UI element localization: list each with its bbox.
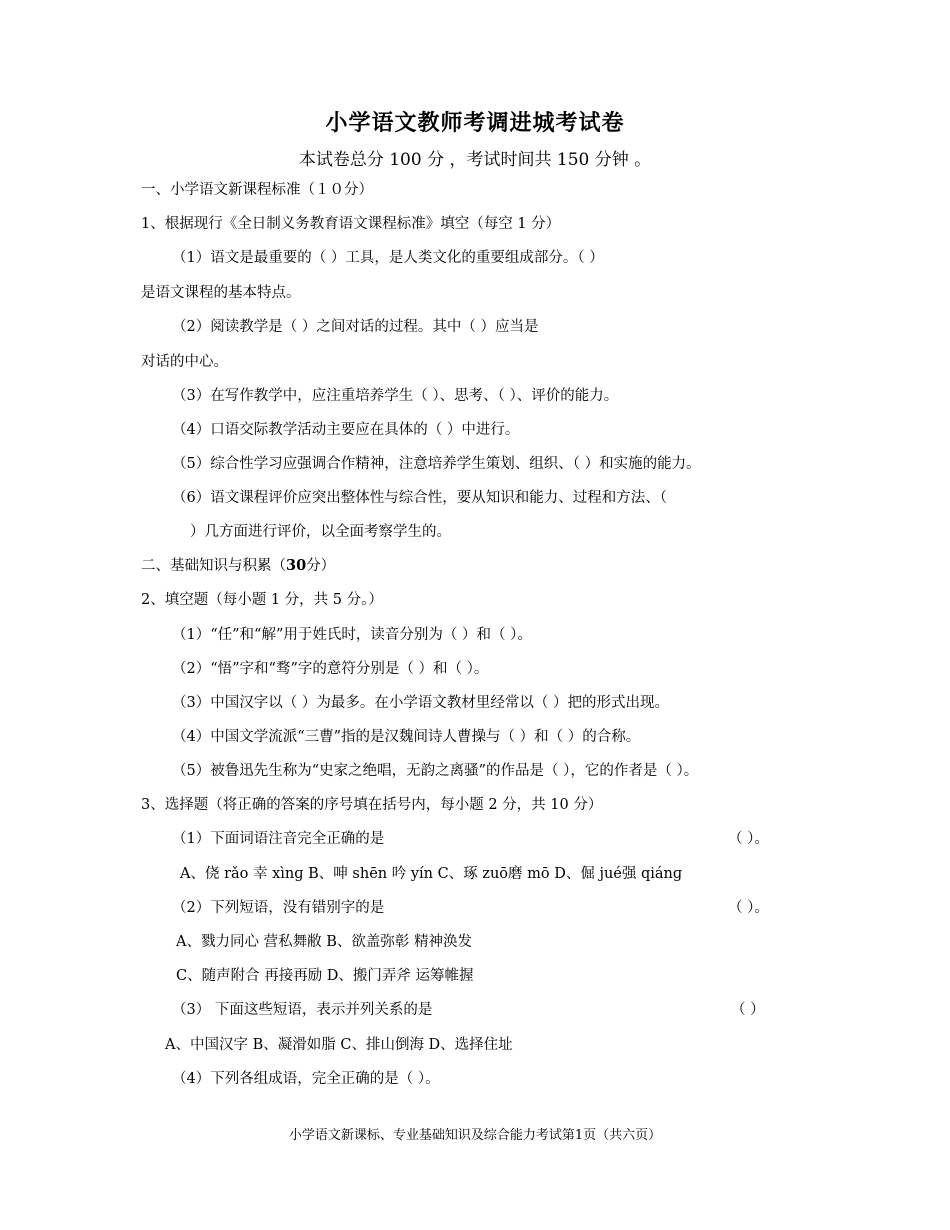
q2-item-5: （5）被鲁迅先生称为“史家之绝唱，无韵之离骚”的作品是（ ），它的作者是（ ）。 bbox=[172, 763, 699, 779]
question-3-heading: 3、选择题（将正确的答案的序号填在括号内，每小题 2 分，共 10 分） bbox=[141, 797, 603, 813]
section-2-score-unit: 分） bbox=[306, 558, 336, 574]
q1-item-6-cont: ）几方面进行评价，以全面考察学生的。 bbox=[190, 524, 451, 540]
q2-item-1: （1）“任”和“解”用于姓氏时，读音分别为（ ）和（ ）。 bbox=[172, 627, 532, 643]
q1-item-2-cont: 对话的中心。 bbox=[141, 354, 228, 370]
q3-item-2: （2）下列短语，没有错别字的是 bbox=[172, 900, 385, 916]
q3-item-2-options-row2: C、随声附合 再接再励 D、搬门弄斧 运筹帷握 bbox=[176, 968, 474, 984]
q1-item-1-cont: 是语文课程的基本特点。 bbox=[141, 285, 301, 301]
q1-item-4: （4）口语交际教学活动主要应在具体的（ ）中进行。 bbox=[172, 422, 520, 438]
q1-item-5: （5）综合性学习应强调合作精神，注意培养学生策划、组织、（ ）和实施的能力。 bbox=[172, 456, 701, 472]
section-1-heading: 一、小学语文新课程标准（１０分） bbox=[141, 182, 373, 198]
q1-item-1: （1）语文是最重要的（ ）工具，是人类文化的重要组成部分。（ ） bbox=[172, 250, 604, 266]
q3-item-2-options-row1: A、戮力同心 营私舞敝 B、欲盖弥彰 精神涣发 bbox=[176, 934, 472, 950]
section-2-heading-text: 二、基础知识与积累（ bbox=[141, 558, 286, 574]
exam-subtitle: 本试卷总分 100 分 ，考试时间共 150 分钟 。 bbox=[298, 150, 652, 170]
q1-item-6: （6）语文课程评价应突出整体性与综合性，要从知识和能力、过程和方法、（ bbox=[172, 490, 667, 506]
q2-item-3: （3）中国汉字以（ ）为最多。在小学语文教材里经常以（ ）把的形式出现。 bbox=[172, 695, 669, 711]
q3-item-1-answer-blank: （ ）。 bbox=[728, 831, 769, 847]
q3-item-3: （3） 下面这些短语，表示并列关系的是 bbox=[172, 1002, 433, 1018]
section-2-heading bbox=[141, 556, 335, 576]
q3-item-1: （1）下面词语注音完全正确的是 bbox=[172, 831, 385, 847]
question-2-heading: 2、填空题（每小题 1 分，共 5 分。） bbox=[141, 592, 383, 608]
question-1-heading: 1、根据现行《全日制义务教育语文课程标准》填空（每空 1 分） bbox=[141, 216, 561, 232]
q3-item-2-answer-blank: （ ）。 bbox=[728, 900, 769, 916]
q2-item-2: （2）“悟”字和“骛”字的意符分别是（ ）和（ ）。 bbox=[172, 661, 489, 677]
q2-item-4: （4）中国文学流派“三曹”指的是汉魏间诗人曹操与（ ）和（ ）的合称。 bbox=[172, 729, 641, 745]
q3-item-3-answer-blank: （ ） bbox=[731, 1002, 765, 1018]
section-2-score: 30 bbox=[286, 557, 307, 574]
q3-item-1-options: A、侥 rǎo 幸 xìnɡ B、呻 shēn 吟 yín C、琢 zuō磨 mō D、倔 jué强 qiánɡ bbox=[180, 866, 683, 882]
exam-title: 小学语文教师考调进城考试卷 bbox=[325, 110, 625, 136]
q1-item-2: （2）阅读教学是（ ）之间对话的过程。其中（ ）应当是 bbox=[172, 319, 539, 335]
page-footer: 小学语文新课标、专业基础知识及综合能力考试第1页（共六页） bbox=[288, 1128, 662, 1143]
q3-item-3-options: A、中国汉字 B、凝滑如脂 C、排山倒海 D、选择住址 bbox=[165, 1037, 513, 1053]
q1-item-3: （3）在写作教学中，应注重培养学生（ ）、思考、（ ）、评价的能力。 bbox=[172, 388, 619, 404]
q3-item-4: （4）下列各组成语，完全正确的是（ ）。 bbox=[172, 1071, 440, 1087]
